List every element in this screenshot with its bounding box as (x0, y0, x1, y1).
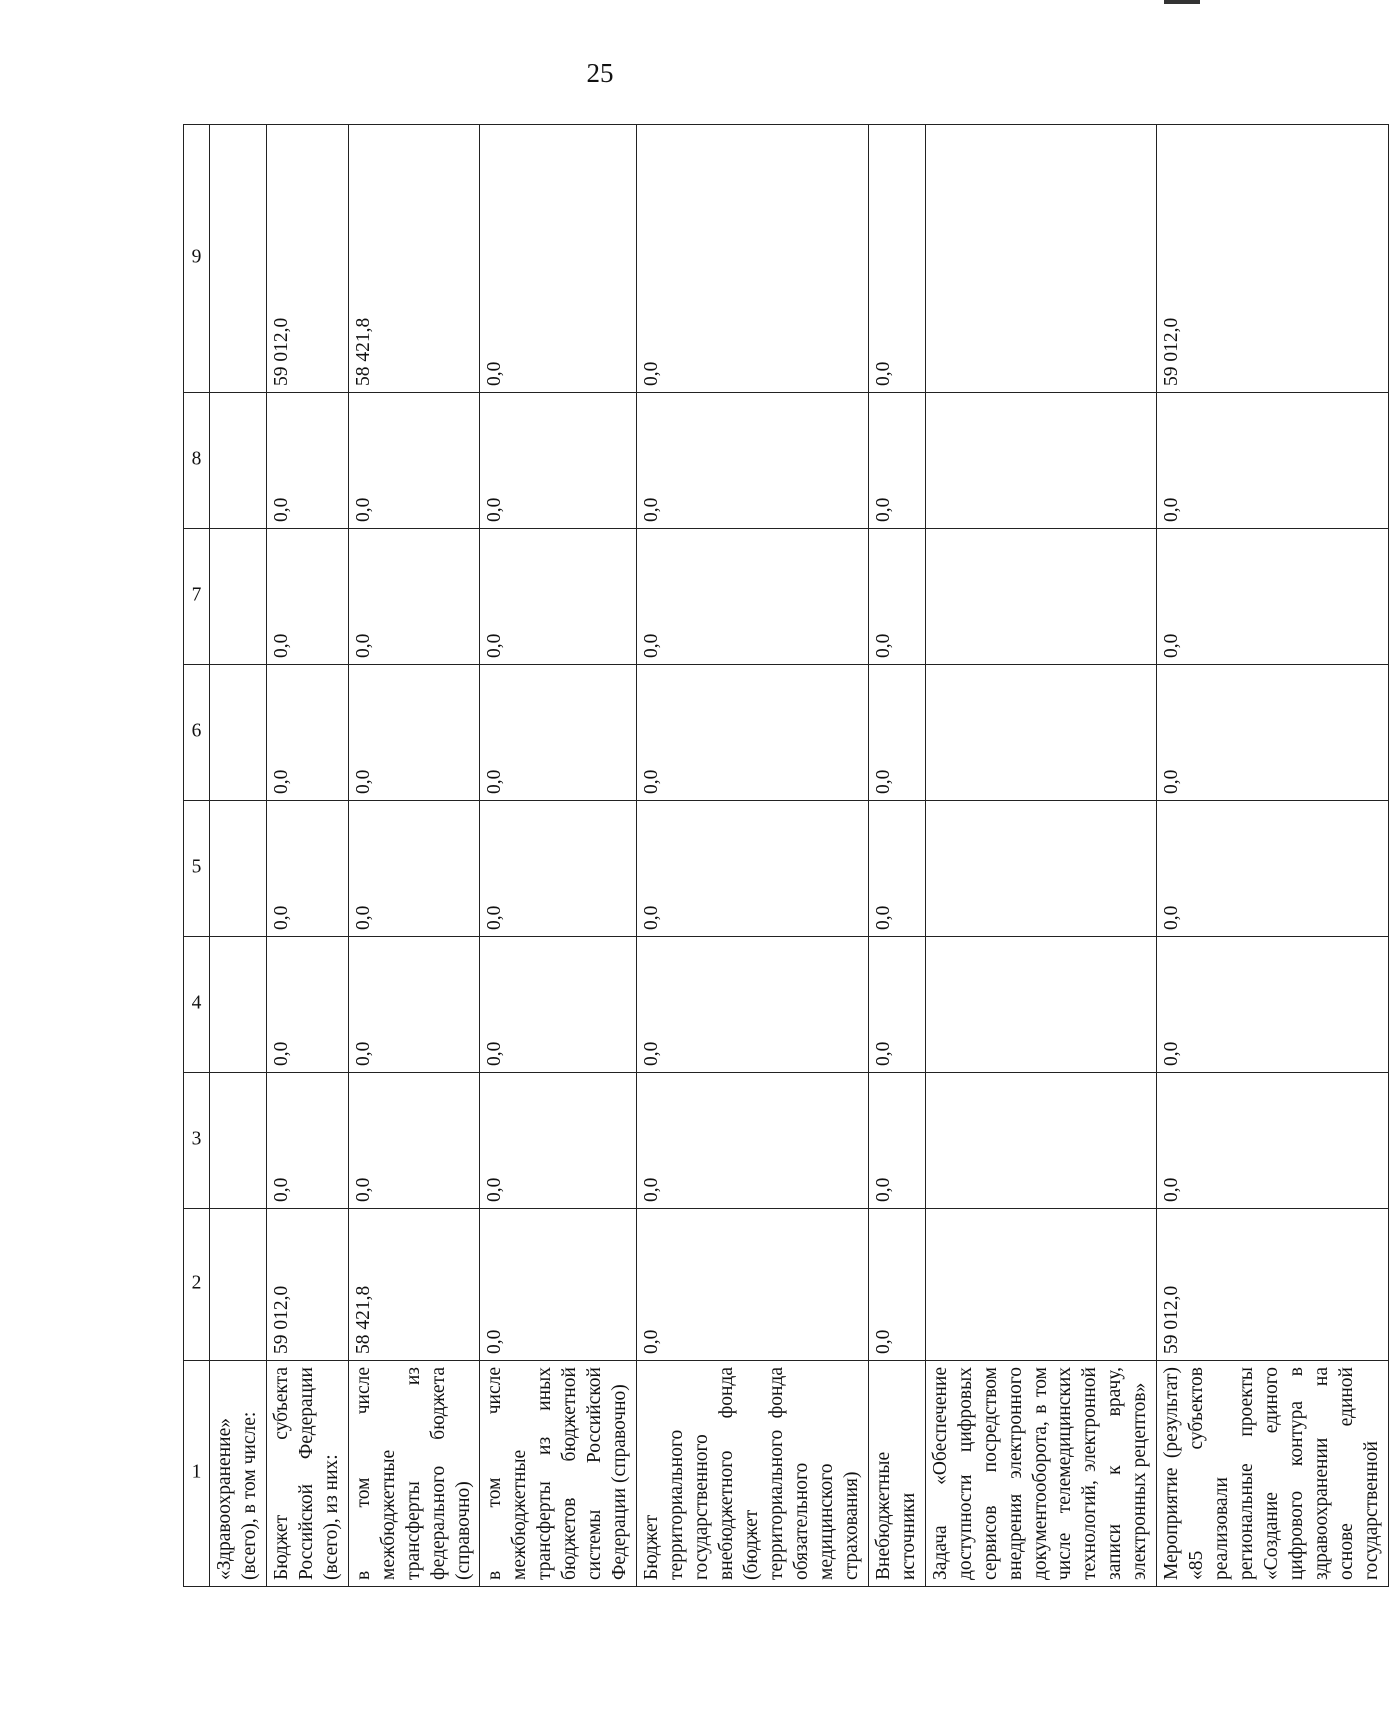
budget-table (183, 124, 1389, 1587)
value-cell: 0,0 (868, 801, 925, 937)
value-cell: 0,0 (637, 1073, 869, 1209)
value-cell: 0,0 (480, 1073, 637, 1209)
row-label: в том числе межбюджетные трансферты из иных бюджетов бюджетной системы Российской Федерации (справочно) (480, 1361, 637, 1587)
value-cell: 0,0 (480, 529, 637, 665)
table-row (1157, 125, 1389, 1587)
value-cell (209, 393, 266, 529)
value-cell: 0,0 (637, 937, 869, 1073)
value-cell (209, 1073, 266, 1209)
value-cell: 0,0 (1157, 665, 1389, 801)
value-cell: 0,0 (868, 1073, 925, 1209)
value-cell: 59 012,0 (266, 1209, 348, 1361)
value-cell: 0,0 (480, 1209, 637, 1361)
value-cell (925, 125, 1157, 393)
value-cell: 0,0 (348, 801, 480, 937)
value-cell: 0,0 (637, 801, 869, 937)
table-row (209, 125, 266, 1587)
value-cell: 0,0 (348, 393, 480, 529)
value-cell: 58 421,8 (348, 125, 480, 393)
table-row (266, 125, 348, 1587)
value-cell: 0,0 (1157, 1073, 1389, 1209)
column-header: 8 (184, 393, 210, 529)
table-row (637, 125, 869, 1587)
value-cell: 0,0 (637, 393, 869, 529)
column-header: 3 (184, 1073, 210, 1209)
value-cell: 0,0 (480, 801, 637, 937)
value-cell: 0,0 (480, 393, 637, 529)
row-label: в том числе межбюджетные трансферты из федерального бюджета (справочно) (348, 1361, 480, 1587)
value-cell: 0,0 (868, 1209, 925, 1361)
row-label: Мероприятие (результат) «85 субъектов реализовали региональные проекты «Создание единого цифрового контура в здравоохранении на основе единой государственной (1157, 1361, 1389, 1587)
value-cell (209, 801, 266, 937)
value-cell: 0,0 (868, 937, 925, 1073)
value-cell: 0,0 (348, 665, 480, 801)
value-cell: 58 421,8 (348, 1209, 480, 1361)
value-cell: 59 012,0 (1157, 1209, 1389, 1361)
column-header: 6 (184, 665, 210, 801)
table-row (480, 125, 637, 1587)
value-cell: 0,0 (348, 937, 480, 1073)
value-cell: 0,0 (1157, 393, 1389, 529)
column-header: 1 (184, 1361, 210, 1587)
value-cell: 0,0 (480, 937, 637, 1073)
value-cell (209, 1209, 266, 1361)
column-header: 9 (184, 125, 210, 393)
column-header: 7 (184, 529, 210, 665)
value-cell (925, 801, 1157, 937)
value-cell: 0,0 (266, 393, 348, 529)
value-cell: 0,0 (266, 1073, 348, 1209)
value-cell: 0,0 (637, 1209, 869, 1361)
value-cell: 0,0 (1157, 937, 1389, 1073)
value-cell: 0,0 (868, 665, 925, 801)
table-row (348, 125, 480, 1587)
value-cell (209, 125, 266, 393)
scan-edge-mark (1164, 0, 1200, 4)
value-cell (925, 665, 1157, 801)
value-cell: 0,0 (348, 1073, 480, 1209)
rotated-table-container (183, 125, 1382, 1587)
value-cell (925, 529, 1157, 665)
value-cell: 0,0 (480, 665, 637, 801)
column-header: 5 (184, 801, 210, 937)
value-cell (925, 393, 1157, 529)
value-cell: 0,0 (348, 529, 480, 665)
value-cell: 0,0 (1157, 801, 1389, 937)
table-row (868, 125, 925, 1587)
value-cell (209, 937, 266, 1073)
row-label: Бюджет территориального государственного внебюджетного фонда (бюджет территориального фонда обязательного медицинского страхования) (637, 1361, 869, 1587)
value-cell (925, 937, 1157, 1073)
value-cell: 59 012,0 (1157, 125, 1389, 393)
value-cell (925, 1209, 1157, 1361)
value-cell: 0,0 (266, 801, 348, 937)
value-cell: 0,0 (868, 125, 925, 393)
value-cell: 59 012,0 (266, 125, 348, 393)
value-cell: 0,0 (266, 937, 348, 1073)
value-cell: 0,0 (1157, 529, 1389, 665)
value-cell (209, 529, 266, 665)
value-cell: 0,0 (868, 529, 925, 665)
row-label: Внебюджетные источники (868, 1361, 925, 1587)
column-header: 4 (184, 937, 210, 1073)
column-header: 2 (184, 1209, 210, 1361)
row-label: «Здравоохранение» (всего), в том числе: (209, 1361, 266, 1587)
value-cell: 0,0 (868, 393, 925, 529)
row-label: Бюджет субъекта Российской Федерации (всего), из них: (266, 1361, 348, 1587)
value-cell: 0,0 (637, 529, 869, 665)
value-cell (209, 665, 266, 801)
value-cell (925, 1073, 1157, 1209)
header-row (184, 125, 210, 1587)
value-cell: 0,0 (637, 125, 869, 393)
value-cell: 0,0 (266, 665, 348, 801)
value-cell: 0,0 (266, 529, 348, 665)
table-row (925, 125, 1157, 1587)
page-number: 25 (586, 58, 614, 88)
value-cell: 0,0 (637, 665, 869, 801)
row-label: Задача «Обеспечение доступности цифровых сервисов посредством внедрения электронного документооборота, в том числе телемедицинских технологий, электронной записи к врачу, электронных рецептов» (925, 1361, 1157, 1587)
value-cell: 0,0 (480, 125, 637, 393)
